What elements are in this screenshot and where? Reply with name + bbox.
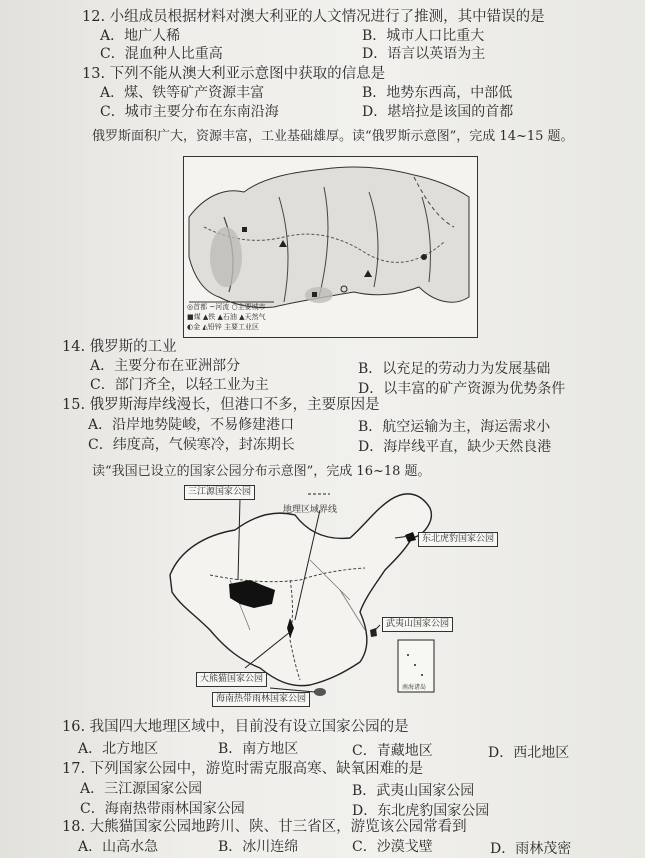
- q16-stem: 16. 我国四大地理区域中，目前没有设立国家公园的是: [62, 719, 409, 735]
- label-boundary: 地理区域界线: [283, 505, 338, 515]
- label-inset: 南海诸岛: [402, 684, 427, 691]
- legend-gold: ◐金: [187, 323, 201, 331]
- q12-option-c: C．混血种人比重高: [100, 46, 223, 62]
- legend-leadzinc: ◭铅锌: [202, 323, 222, 331]
- q15-stem: 15. 俄罗斯海岸线漫长，但港口不多，主要原因是: [62, 397, 380, 413]
- label-wuyishan: 武夷山国家公园: [382, 617, 453, 632]
- q18-option-a: A．山高水急: [78, 839, 159, 855]
- q16-option-a: A．北方地区: [78, 741, 159, 757]
- q12-stem: 12. 小组成员根据材料对澳大利亚的人文情况进行了推测，其中错误的是: [82, 9, 545, 25]
- china-map: [150, 480, 510, 705]
- q15-option-a: A．沿岸地势陡峻，不易修建港口: [88, 417, 295, 433]
- q12-option-d: D．语言以英语为主: [362, 46, 486, 62]
- label-dongbei: 东北虎豹国家公园: [418, 532, 498, 547]
- q16-option-c: C．青藏地区: [352, 743, 433, 759]
- q17-option-c: C．海南热带雨林国家公园: [80, 801, 245, 817]
- label-hainan: 海南热带雨林国家公园: [212, 692, 310, 707]
- q13-option-a: A．煤、铁等矿产资源丰富: [100, 85, 265, 101]
- label-sanjiangyuan: 三江源国家公园: [184, 485, 255, 500]
- q14-option-b: B．以充足的劳动力为发展基础: [358, 361, 551, 377]
- q18-option-b: B．冰川连绵: [218, 839, 299, 855]
- russia-intro: 俄罗斯面积广大，资源丰富，工业基础雄厚。读“俄罗斯示意图”，完成 14~15 题。: [92, 129, 574, 144]
- q18-option-c: C．沙漠戈壁: [352, 839, 433, 855]
- label-daxiongmao: 大熊猫国家公园: [196, 672, 267, 687]
- q13-option-c: C．城市主要分布在东南沿海: [100, 104, 279, 120]
- legend-coal: ■煤: [187, 313, 201, 321]
- q14-option-a: A．主要分布在亚洲部分: [90, 358, 241, 374]
- china-intro: 读“我国已设立的国家公园分布示意图”，完成 16~18 题。: [92, 464, 431, 479]
- q14-stem: 14. 俄罗斯的工业: [62, 339, 177, 355]
- legend-capital: ◎首都: [187, 303, 208, 311]
- q15-option-c: C．纬度高，气候寒冷，封冻期长: [88, 437, 295, 453]
- q17-option-a: A．三江源国家公园: [80, 781, 203, 797]
- legend-oil: ▲石油: [217, 313, 237, 321]
- q13-stem: 13. 下列不能从澳大利亚示意图中获取的信息是: [82, 66, 386, 82]
- q16-option-b: B．南方地区: [218, 741, 299, 757]
- legend-gas: ▲天然气: [239, 313, 266, 321]
- russia-legend-row2: [187, 313, 266, 322]
- q14-option-d: D．以丰富的矿产资源为优势条件: [358, 381, 566, 397]
- q15-option-d: D．海岸线平直，缺少天然良港: [358, 439, 552, 455]
- q15-option-b: B．航空运输为主，海运需求小: [358, 419, 551, 435]
- q13-option-d: D．堪培拉是该国的首都: [362, 104, 514, 120]
- q17-option-d: D．东北虎豹国家公园: [352, 803, 490, 819]
- q14-option-c: C．部门齐全，以轻工业为主: [90, 377, 269, 393]
- legend-industrial-zone: 主要工业区: [223, 323, 259, 331]
- russia-map: [183, 156, 478, 338]
- russia-legend-row3: [187, 323, 259, 332]
- legend-city: ○主要城市: [231, 303, 266, 311]
- legend-river: ~河流: [209, 303, 230, 311]
- q18-option-d: D．雨林茂密: [490, 841, 572, 857]
- q12-option-b: B．城市人口比重大: [362, 28, 485, 44]
- q12-option-a: A．地广人稀: [100, 28, 181, 44]
- q17-stem: 17. 下列国家公园中，游览时需克服高寒、缺氧困难的是: [62, 761, 424, 777]
- q17-option-b: B．武夷山国家公园: [352, 783, 475, 799]
- q13-option-b: B．地势东西高，中部低: [362, 85, 513, 101]
- q16-option-d: D．西北地区: [488, 745, 570, 761]
- russia-legend-row1: [187, 303, 266, 312]
- q18-stem: 18. 大熊猫国家公园地跨川、陕、甘三省区，游览该公园常看到: [62, 819, 467, 835]
- legend-iron: ▲铁: [202, 313, 216, 321]
